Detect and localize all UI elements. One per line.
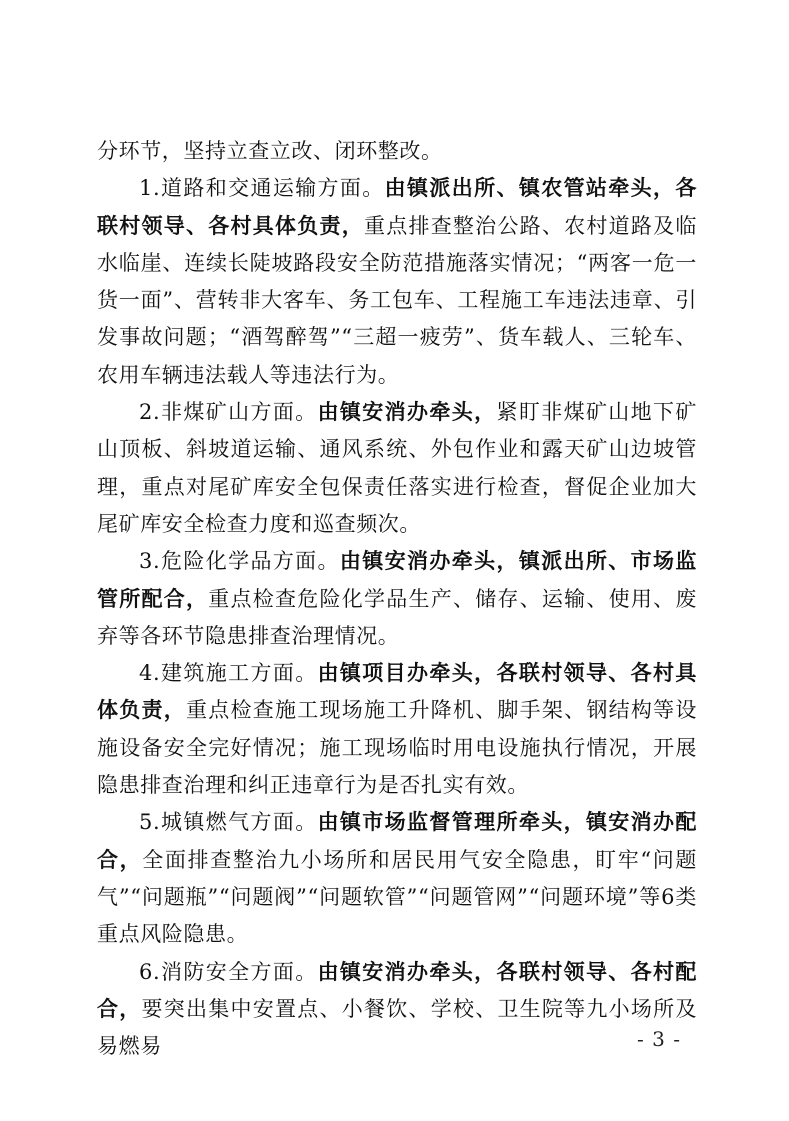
paragraph-non-coal-mines [97, 394, 697, 543]
paragraph-construction [97, 655, 697, 804]
section-heading: 6.消防安全方面。 [139, 959, 318, 984]
document-body [97, 133, 697, 1065]
paragraph-text: 紧盯非煤矿山地下矿山顶板、斜坡道运输、通风系统、外包作业和露天矿山边坡管理，重点对尾矿库安全包保责任落实进行检查，督促企业加大尾矿库安全检查力度和巡查频次。 [97, 400, 697, 536]
section-heading: 4.建筑施工方面。 [139, 661, 318, 686]
paragraph-town-gas [97, 804, 697, 953]
section-heading: 5.城镇燃气方面。 [139, 810, 318, 835]
paragraph-text: 全面排查整治九小场所和居民用气安全隐患，盯牢“问题气”“问题瓶”“问题阀”“问题软管”“问题管网”“问题环境”等6类重点风险隐患。 [97, 847, 698, 947]
section-heading: 1.道路和交通运输方面。 [139, 176, 385, 201]
page-number: - 3 - [637, 1027, 681, 1051]
responsibility-text: 由镇项目办牵头，各联村领导、各村具体负责， [97, 661, 698, 723]
section-heading: 2.非煤矿山方面。 [139, 400, 318, 425]
responsibility-text: 由镇安消办牵头，各联村领导、各村配合， [97, 959, 698, 1021]
paragraph-hazardous-chemicals [97, 543, 697, 655]
paragraph-text: 要突出集中安置点、小餐饮、学校、卫生院等九小场所及易燃易 [97, 996, 698, 1059]
responsibility-text: 由镇安消办牵头，镇派出所、市场监管所配合， [97, 549, 697, 611]
section-heading: 3.危险化学品方面。 [139, 549, 340, 574]
paragraph-text: 重点检查危险化学品生产、储存、运输、使用、废弃等各环节隐患排查治理情况。 [97, 586, 697, 648]
paragraph-road-traffic [97, 170, 697, 394]
responsibility-text: 由镇安消办牵头， [317, 400, 497, 425]
paragraph-continuation [97, 133, 697, 170]
paragraph-text: 分环节，坚持立查立改、闭环整改。 [97, 139, 443, 163]
responsibility-text: 由镇市场监督管理所牵头，镇安消办配合， [97, 810, 698, 872]
paragraph-text: 重点检查施工现场施工升降机、脚手架、钢结构等设施设备安全完好情况；施工现场临时用电设施执行情况，开展隐患排查治理和纠正违章行为是否扎实有效。 [97, 698, 697, 798]
paragraph-text: 重点排查整治公路、农村道路及临水临崖、连续长陡坡路段安全防范措施落实情况；“两客一危一货一面”、营转非大客车、务工包车、工程施工车违法违章、引发事故问题；“酒驾醉驾”“三超一疲劳”、货车载人、三轮车、农用车辆违法载人等违法行为。 [97, 213, 697, 387]
responsibility-text: 由镇派出所、镇农管站牵头，各联村领导、各村具体负责， [97, 176, 697, 238]
paragraph-fire-safety [97, 954, 697, 1066]
